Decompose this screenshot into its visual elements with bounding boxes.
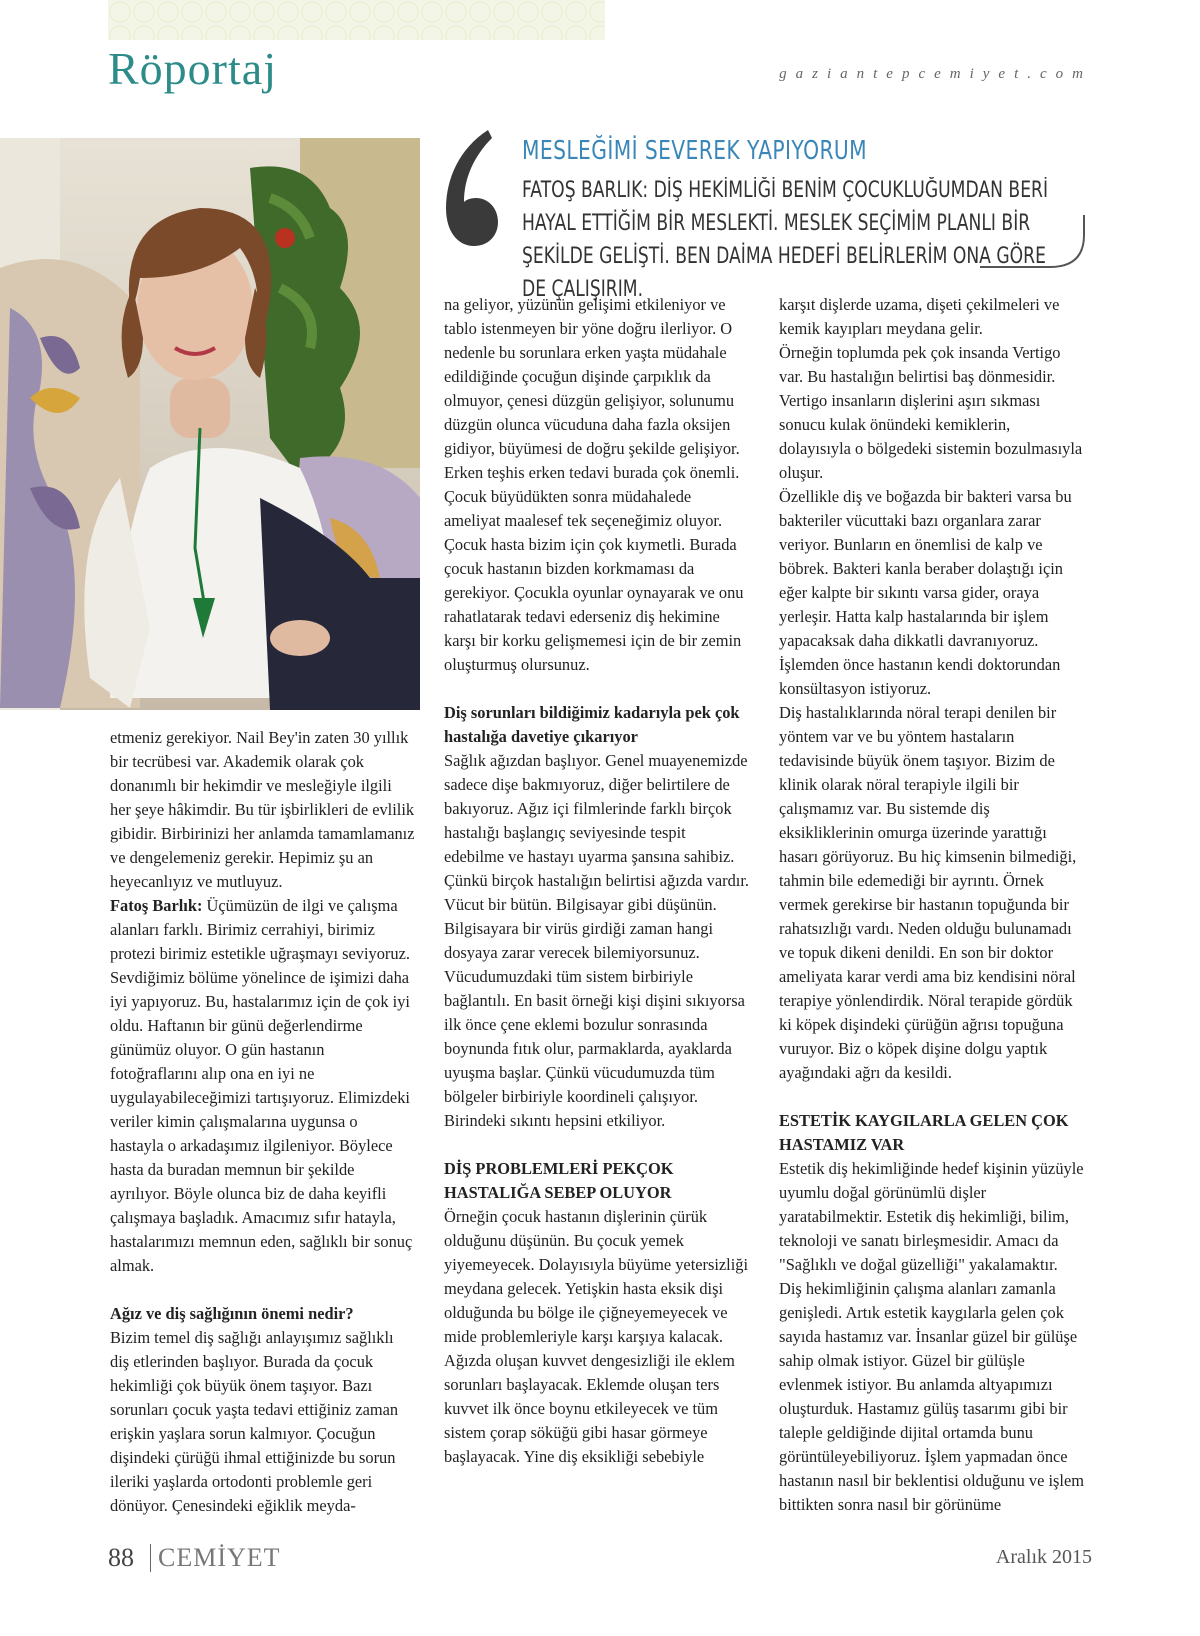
- paragraph: [110, 894, 415, 1278]
- pull-quote-body: FATOŞ BARLIK: DİŞ HEKİMLİĞİ BENİM ÇOCUKLUĞUMDAN BERİ HAYAL ETTİĞİM BİR MESLEKTİ. MESLEK SEÇİMİM PLANLI BİR ŞEKİLDE GELİŞTİ. BEN DAİMA HEDEFİ BELİRLERİM ONA GÖRE DE ÇALIŞIRIM.: [522, 178, 1049, 302]
- paragraph: Sağlık ağızdan başlıyor. Genel muayenemizde sadece dişe bakmıyoruz, diğer belirtilere de bakıyoruz. Ağız içi filmlerinde farklı birçok hastalığı başlangıç seviyesinde tespit edebilme ve hastayı uyarma şansına sahibiz. Çünkü birçok hastalığın belirtisi ağızda vardır. Vücut bir bütün. Bilgisayar gibi düşünün. Bilgisayara bir virüs girdiği zaman hangi dosyaya zarar verecek bilemiyorsunuz. Vücudumuzdaki tüm sistem birbiriyle bağlantılı. En basit örneği kişi dişini sıkıyorsa ilk önce çene eklemi bozulur sonrasında boynunda fıtık olur, parmaklarda, ayaklarda uyuşma başlar. Çünkü vücudumuzda tüm bölgeler birbiriyle koordineli çalışıyor. Birindeki sıkıntı hepsini etkiliyor.: [444, 751, 749, 1130]
- magazine-brand: CEMİYET: [158, 1543, 281, 1572]
- section-heading: ESTETİK KAYGILARLA GELEN ÇOK HASTAMIZ VAR: [779, 1111, 1069, 1154]
- pull-quote-heading: MESLEĞİMİ SEVEREK YAPIYORUM: [522, 136, 868, 166]
- paragraph: Estetik diş hekimliğinde hedef kişinin yüzüyle uyumlu doğal görünümlü dişler yaratabilmektir. Estetik diş hekimliği, bilim, teknoloji ve sanatı birleşmesidir. Amacı da "Sağlıklı ve doğal güzelliği" yakalamaktır. Diş hekimliğinin çalışma alanları zamanla genişledi. Artık estetik kaygılarla gelen çok sayıda hastamız var. İnsanlar güzel bir gülüşe sahip olmak istiyor. Güzel bir gülüşle evlenmek istiyor. Bu anlamda altyapımızı oluşturduk. Hastamız gülüş tasarımı gibi bir taleple geldiğinde dijital ortamda bunu görüntüleyebiliyoruz. İşlem yapmadan önce hastanın nasıl bir beklentisi olduğunu ve işlem bittikten sonra nasıl bir görünüme: [779, 1159, 1085, 1514]
- portrait-photo: [0, 138, 420, 710]
- site-url: gaziantepcemiyet.com: [779, 66, 1092, 82]
- page-number: 88: [108, 1543, 134, 1572]
- paragraph: Diş hastalıklarında nöral terapi denilen bir yöntem var ve bu yöntem hastaların tedavisinde büyük önem taşıyor. Bizim de klinik olarak nöral terapiyle ilgili bir çalışmamız var. Bu sistemde diş eksikliklerinin omurga üzerinde yarattığı hasarı görüyoruz. Bu hiç kimsenin bilmediği, tahmin bile edemediği bir ayrıntı. Örnek vermek gerekirse bir hastanın topuğunda bir rahatsızlığı vardı. Neden olduğu bulunamadı ve topuk dikeni denildi. En son bir doktor ameliyata karar verdi ama biz kendisini nöral terapiye yönlendirdik. Nöral terapide gördük ki köpek dişindeki çürüğün ağrısı topuğuna vuruyor. Biz o köpek dişine dolgu yaptık ayağındaki ağrı da kesildi.: [779, 703, 1077, 1082]
- paragraph: na geliyor, yüzünün gelişimi etkileniyor ve tablo istenmeyen bir yöne doğru ilerliyor. O nedenle bu sorunlara erken yaşta müdahale edildiğinde çocuğun dişinde çarpıklık da olmuyor, çenesi düzgün gelişiyor, solunumu düzgün olunca vücuduna daha fazla oksijen gidiyor, büyümesi de doğru şekilde gelişiyor. Erken teşhis erken tedavi burada çok önemli. Çocuk büyüdükten sonra müdahalede ameliyat maalesef tek seçeneğimiz oluyor.: [444, 295, 740, 530]
- header-pattern: [108, 0, 605, 40]
- section-heading: DİŞ PROBLEMLERİ PEKÇOK HASTALIĞA SEBEP OLUYOR: [444, 1159, 674, 1202]
- question-heading: Diş sorunları bildiğimiz kadarıyla pek çok hastalığa davetiye çıkarıyor: [444, 703, 740, 746]
- paragraph: etmeniz gerekiyor. Nail Bey'in zaten 30 yıllık bir tecrübesi var. Akademik olarak çok donanımlı bir hekimdir ve mesleğiyle ilgili her şeye hâkimdir. Bu tür işbirlikleri de evlilik gibidir. Birbirinizi her anlamda tamamlamanız ve dengelemeniz gerekir. Hepimiz şu an heyecanlıyız ve mutluyuz.: [110, 728, 415, 891]
- section-title: Röportaj: [108, 43, 277, 94]
- pull-quote-bracket: [980, 215, 1090, 270]
- footer-divider: [150, 1544, 151, 1572]
- paragraph-text: Üçümüzün de ilgi ve çalışma alanları farklı. Birimiz cerrahiyi, birimiz protezi birimiz estetikle uğraşmayı seviyoruz. Sevdiğimiz bölüme yönelince de işimizi daha iyi yapıyoruz. Bu, hastalarımız için de çok iyi oldu. Haftanın bir günü değerlendirme günümüz oluyor. O gün hastanın fotoğraflarını alıp ona en iyi ne uygulayabileceğimizi tartışıyoruz. Elimizdeki veriler kimin çalışmalarına uygunsa o hastayla o arkadaşımız ilgileniyor. Böylece hasta da buradan memnun bir şekilde ayrılıyor. Böyle olunca biz de daha keyifli çalışmaya başladık. Amacımız sıfır hatayla, hastalarımızı memnun eden, sağlıklı bir sonuç almak.: [110, 896, 413, 1275]
- question-heading: Ağız ve diş sağlığının önemi nedir?: [110, 1304, 354, 1323]
- paragraph: Bizim temel diş sağlığı anlayışımız sağlıklı diş etlerinden başlıyor. Burada da çocuk hekimliği çok büyük önem taşıyor. Bazı sorunları çocuk yaşta tedavi ettiğiniz zaman erişkin yaşlara sorun kalmıyor. Çocuğun dişindeki çürüğü ihmal ettiğinizde bu sorun ileriki yaşlarda ortodonti problemle geri dönüyor. Çenesindeki eğiklik meyda-: [110, 1328, 399, 1515]
- speaker-name: Fatoş Barlık:: [110, 896, 203, 915]
- paragraph: Çocuk hasta bizim için çok kıymetli. Burada çocuk hastanın bizden korkmaması da gerekiyor. Çocukla oyunlar oynayarak ve onu rahatlatarak tedavi ederseniz diş hekimine karşı bir korku gelişmemesi için de bir zemin oluşturmuş olursunuz.: [444, 535, 744, 674]
- quote-mark-icon: [440, 128, 504, 248]
- paragraph: Örneğin çocuk hastanın dişlerinin çürük olduğunu düşünün. Bu çocuk yemek yiyemeyecek. Dolayısıyla büyüme yetersizliği meydana gelecek. Yetişkin hasta eksik dişi olduğunda bu bölge ile çiğneyemeyecek ve mide problemleriyle karşı karşıya kalacak. Ağızda oluşan kuvvet dengesizliği ile eklem sorunları başlayacak. Eklemde oluşan ters kuvvet ilk önce boynu etkileyecek ve tüm sistem çorap söküğü gibi hasar görmeye başlayacak. Yine diş eksikliği sebebiyle: [444, 1207, 749, 1466]
- paragraph: karşıt dişlerde uzama, dişeti çekilmeleri ve kemik kayıpları meydana gelir.: [779, 295, 1060, 338]
- article-column-3: [779, 293, 1084, 1517]
- article-column-1: [110, 726, 415, 1518]
- article-column-2: [444, 293, 749, 1469]
- issue-date: Aralık 2015: [995, 1546, 1092, 1568]
- paragraph: Örneğin toplumda pek çok insanda Vertigo var. Bu hastalığın belirtisi baş dönmesidir. Vertigo insanların dişlerini aşırı sıkması sonucu kulak önündeki kemiklerin, dolayısıyla o bölgedeki sistemin bozulmasıyla oluşur.: [779, 343, 1083, 482]
- paragraph: Özellikle diş ve boğazda bir bakteri varsa bu bakteriler vücuttaki bazı organlara zarar veriyor. Bunların en önemlisi de kalp ve böbrek. Bakteri kanla beraber dolaştığı için eğer kalpte bir sıkıntı varsa gider, oraya yerleşir. Hatta kalp hastalarında bir işlem yapacaksak daha dikkatli davranıyoruz. İşlemden önce hastanın kendi doktorundan konsültasyon istiyoruz.: [779, 487, 1072, 698]
